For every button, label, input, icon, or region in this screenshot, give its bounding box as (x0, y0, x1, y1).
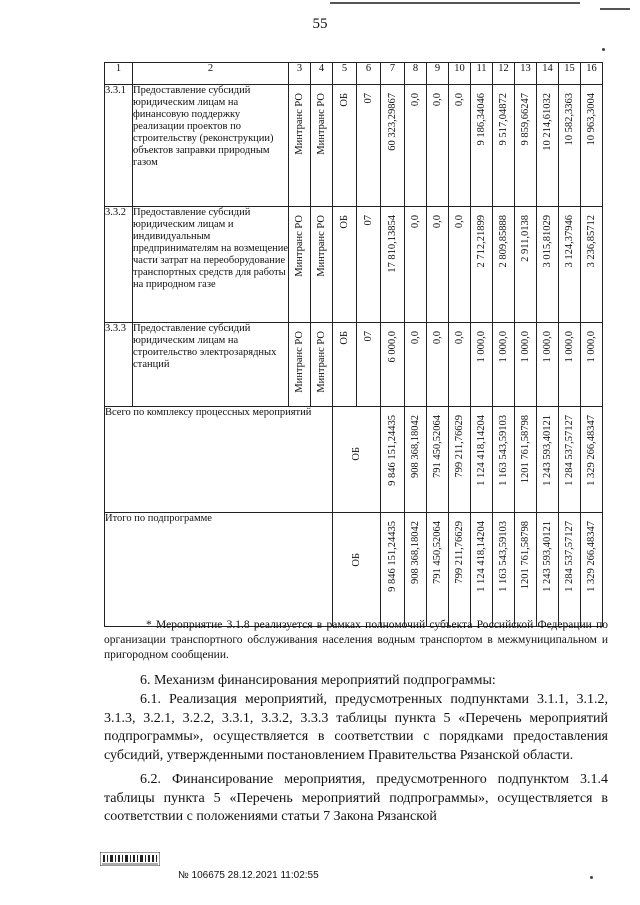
scan-artifact (590, 876, 593, 879)
executor-cell (289, 323, 311, 407)
value-cell (559, 407, 581, 513)
value-cell (471, 407, 493, 513)
value-cell-text: 908 368,18042 (409, 521, 421, 584)
value-cell (493, 207, 515, 323)
value-cell-text: 0,0 (453, 93, 465, 107)
value-cell-text: 1 163 543,59103 (497, 415, 509, 486)
column-header: 12 (493, 63, 515, 85)
value-cell-text: 9 859,66247 (519, 93, 531, 146)
value-cell-text: 0,0 (431, 93, 443, 107)
document-registration-stamp: № 106675 28.12.2021 11:02:55 (178, 870, 319, 881)
value-cell (381, 513, 405, 627)
source-cell-text: ОБ (338, 215, 350, 229)
value-cell-text: 908 368,18042 (409, 415, 421, 478)
table-header-row (105, 63, 603, 85)
code-cell-text: 07 (362, 331, 374, 342)
value-cell (515, 407, 537, 513)
value-cell (427, 85, 449, 207)
column-header: 11 (471, 63, 493, 85)
value-cell (405, 207, 427, 323)
value-cell-text: 1201 761,58798 (519, 415, 531, 484)
column-header: 6 (357, 63, 381, 85)
column-header: 10 (449, 63, 471, 85)
value-cell-text: 0,0 (453, 331, 465, 345)
table-row (105, 207, 603, 323)
value-cell-text: 0,0 (453, 215, 465, 229)
value-cell-text: 1 329 266,48347 (585, 521, 597, 592)
value-cell-text: 9 517,04872 (497, 93, 509, 146)
value-cell (581, 323, 603, 407)
table-row (105, 85, 603, 207)
column-header: 2 (133, 63, 289, 85)
value-cell-text: 1 000,0 (585, 331, 597, 363)
value-cell (427, 407, 449, 513)
code-cell (357, 85, 381, 207)
value-cell (471, 323, 493, 407)
value-cell-text: 1 000,0 (541, 331, 553, 363)
footnote: * Мероприятие 3.1.8 реализуется в рамках полномочий субъекта Российской Федерации по организации транспортного обслуживания населения водным транспортом в межмуниципальном и пригородном сообщении. (104, 619, 608, 661)
value-cell-text: 9 846 151,24435 (386, 521, 398, 592)
executor-cell-text: Минтранс РО (293, 215, 305, 277)
source-cell-text: ОБ (350, 447, 362, 461)
value-cell-text: 799 211,76629 (453, 521, 465, 584)
column-header: 16 (581, 63, 603, 85)
value-cell (449, 407, 471, 513)
value-cell-text: 0,0 (431, 331, 443, 345)
value-cell (537, 207, 559, 323)
value-cell (493, 85, 515, 207)
total-label: Всего по комплексу процессных мероприятий (105, 407, 333, 513)
value-cell-text: 1 124 418,14204 (475, 521, 487, 592)
value-cell-text: 1 243 593,40121 (541, 521, 553, 592)
coexecutor-cell (311, 323, 333, 407)
value-cell (471, 207, 493, 323)
scan-artifact (600, 8, 630, 10)
value-cell (381, 85, 405, 207)
source-cell (333, 513, 381, 627)
value-cell (471, 513, 493, 627)
value-cell (427, 513, 449, 627)
value-cell-text: 1 243 593,40121 (541, 415, 553, 486)
value-cell (381, 323, 405, 407)
measure-name: Предоставление субсидий юридическим лицам на финансовую поддержку реализации проектов по строительству (реконструкции) объектов заправки природным газом (133, 85, 289, 207)
value-cell-text: 1 124 418,14204 (475, 415, 487, 486)
value-cell (405, 85, 427, 207)
source-cell (333, 85, 357, 207)
column-header: 5 (333, 63, 357, 85)
source-cell-text: ОБ (338, 93, 350, 107)
paragraph-6-2: 6.2. Финансирование мероприятия, предусмотренного подпунктом 3.1.4 таблицы пункта 5 «Перечень мероприятий подпрограммы», осуществляется в соответствии с положениями статьи 7 Закона Рязанской (104, 772, 608, 824)
value-cell (537, 323, 559, 407)
value-cell (515, 207, 537, 323)
value-cell (581, 513, 603, 627)
executor-cell (289, 207, 311, 323)
value-cell-text: 2 712,21899 (475, 215, 487, 268)
page-number: 55 (312, 16, 328, 32)
value-cell-text: 60 323,29867 (386, 93, 398, 151)
column-header: 15 (559, 63, 581, 85)
value-cell (537, 407, 559, 513)
total-label: Итого по подпрограмме (105, 513, 333, 627)
total-row (105, 407, 603, 513)
source-cell (333, 407, 381, 513)
value-cell (405, 323, 427, 407)
value-cell-text: 1 000,0 (519, 331, 531, 363)
value-cell-text: 3 124,37946 (563, 215, 575, 268)
column-header: 14 (537, 63, 559, 85)
source-cell (333, 207, 357, 323)
column-header: 13 (515, 63, 537, 85)
value-cell (449, 323, 471, 407)
value-cell (449, 85, 471, 207)
total-row (105, 513, 603, 627)
coexecutor-cell-text: Минтранс РО (315, 331, 327, 393)
value-cell (493, 407, 515, 513)
code-cell (357, 323, 381, 407)
row-number: 3.3.2 (105, 207, 133, 323)
value-cell-text: 799 211,76629 (453, 415, 465, 478)
paragraph-6-1: 6.1. Реализация мероприятий, предусмотренных подпунктами 3.1.1, 3.1.2, 3.1.3, 3.2.1, 3.2.2, 3.3.1, 3.3.2, 3.3.3 таблицы пункта 5 «Перечень мероприятий подпрограммы», осуществляется в соответствии с порядками предоставления субсидий, утвержденными постановлением Правительства Рязанской области. (104, 692, 608, 763)
value-cell (559, 513, 581, 627)
value-cell (537, 513, 559, 627)
table-row (105, 323, 603, 407)
value-cell (381, 407, 405, 513)
column-header: 9 (427, 63, 449, 85)
executor-cell (289, 85, 311, 207)
value-cell (581, 85, 603, 207)
barcode-stamp-icon (100, 852, 160, 866)
value-cell (449, 513, 471, 627)
value-cell (581, 207, 603, 323)
value-cell-text: 0,0 (409, 331, 421, 345)
value-cell (537, 85, 559, 207)
column-header: 8 (405, 63, 427, 85)
value-cell (427, 207, 449, 323)
value-cell (559, 207, 581, 323)
coexecutor-cell (311, 207, 333, 323)
source-cell-text: ОБ (350, 553, 362, 567)
section-heading: 6. Механизм финансирования мероприятий подпрограммы: (140, 673, 496, 688)
value-cell-text: 791 450,52064 (431, 415, 443, 478)
coexecutor-cell-text: Минтранс РО (315, 93, 327, 155)
row-number: 3.3.3 (105, 323, 133, 407)
measure-name: Предоставление субсидий юридическим лицам и индивидуальным предпринимателям на возмещение части затрат на переоборудование транспортных средств для работы на природном газе (133, 207, 289, 323)
value-cell-text: 9 186,34046 (475, 93, 487, 146)
value-cell-text: 1 000,0 (563, 331, 575, 363)
value-cell (581, 407, 603, 513)
value-cell-text: 1 000,0 (497, 331, 509, 363)
value-cell-text: 10 214,61032 (541, 93, 553, 151)
value-cell-text: 6 000,0 (386, 331, 398, 363)
value-cell-text: 1 284 537,57127 (563, 521, 575, 592)
value-cell-text: 1 000,0 (475, 331, 487, 363)
value-cell-text: 1 329 266,48347 (585, 415, 597, 486)
coexecutor-cell-text: Минтранс РО (315, 215, 327, 277)
value-cell-text: 3 236,85712 (585, 215, 597, 268)
value-cell-text: 0,0 (409, 93, 421, 107)
value-cell (381, 207, 405, 323)
value-cell-text: 1 284 537,57127 (563, 415, 575, 486)
financing-table (104, 62, 603, 627)
value-cell-text: 1201 761,58798 (519, 521, 531, 590)
value-cell-text: 1 163 543,59103 (497, 521, 509, 592)
value-cell-text: 2 911,0138 (519, 215, 531, 262)
value-cell (471, 85, 493, 207)
coexecutor-cell (311, 85, 333, 207)
value-cell-text: 9 846 151,24435 (386, 415, 398, 486)
value-cell (515, 323, 537, 407)
column-header: 3 (289, 63, 311, 85)
scan-artifact (602, 48, 605, 51)
value-cell-text: 0,0 (431, 215, 443, 229)
value-cell-text: 791 450,52064 (431, 521, 443, 584)
executor-cell-text: Минтранс РО (293, 331, 305, 393)
code-cell-text: 07 (362, 215, 374, 226)
executor-cell-text: Минтранс РО (293, 93, 305, 155)
value-cell (449, 207, 471, 323)
value-cell (427, 323, 449, 407)
column-header: 4 (311, 63, 333, 85)
value-cell (559, 85, 581, 207)
value-cell-text: 0,0 (409, 215, 421, 229)
column-header: 1 (105, 63, 133, 85)
value-cell (405, 407, 427, 513)
value-cell-text: 2 809,85888 (497, 215, 509, 268)
row-number: 3.3.1 (105, 85, 133, 207)
value-cell (559, 323, 581, 407)
scan-artifact (330, 2, 580, 4)
value-cell (493, 323, 515, 407)
code-cell (357, 207, 381, 323)
value-cell-text: 10 582,3363 (563, 93, 575, 146)
value-cell-text: 3 015,81029 (541, 215, 553, 268)
column-header: 7 (381, 63, 405, 85)
code-cell-text: 07 (362, 93, 374, 104)
value-cell (515, 513, 537, 627)
value-cell (405, 513, 427, 627)
value-cell (515, 85, 537, 207)
source-cell (333, 323, 357, 407)
source-cell-text: ОБ (338, 331, 350, 345)
value-cell-text: 17 810,13854 (386, 215, 398, 273)
measure-name: Предоставление субсидий юридическим лицам на строительство электрозарядных станций (133, 323, 289, 407)
value-cell (493, 513, 515, 627)
value-cell-text: 10 963,3004 (585, 93, 597, 146)
